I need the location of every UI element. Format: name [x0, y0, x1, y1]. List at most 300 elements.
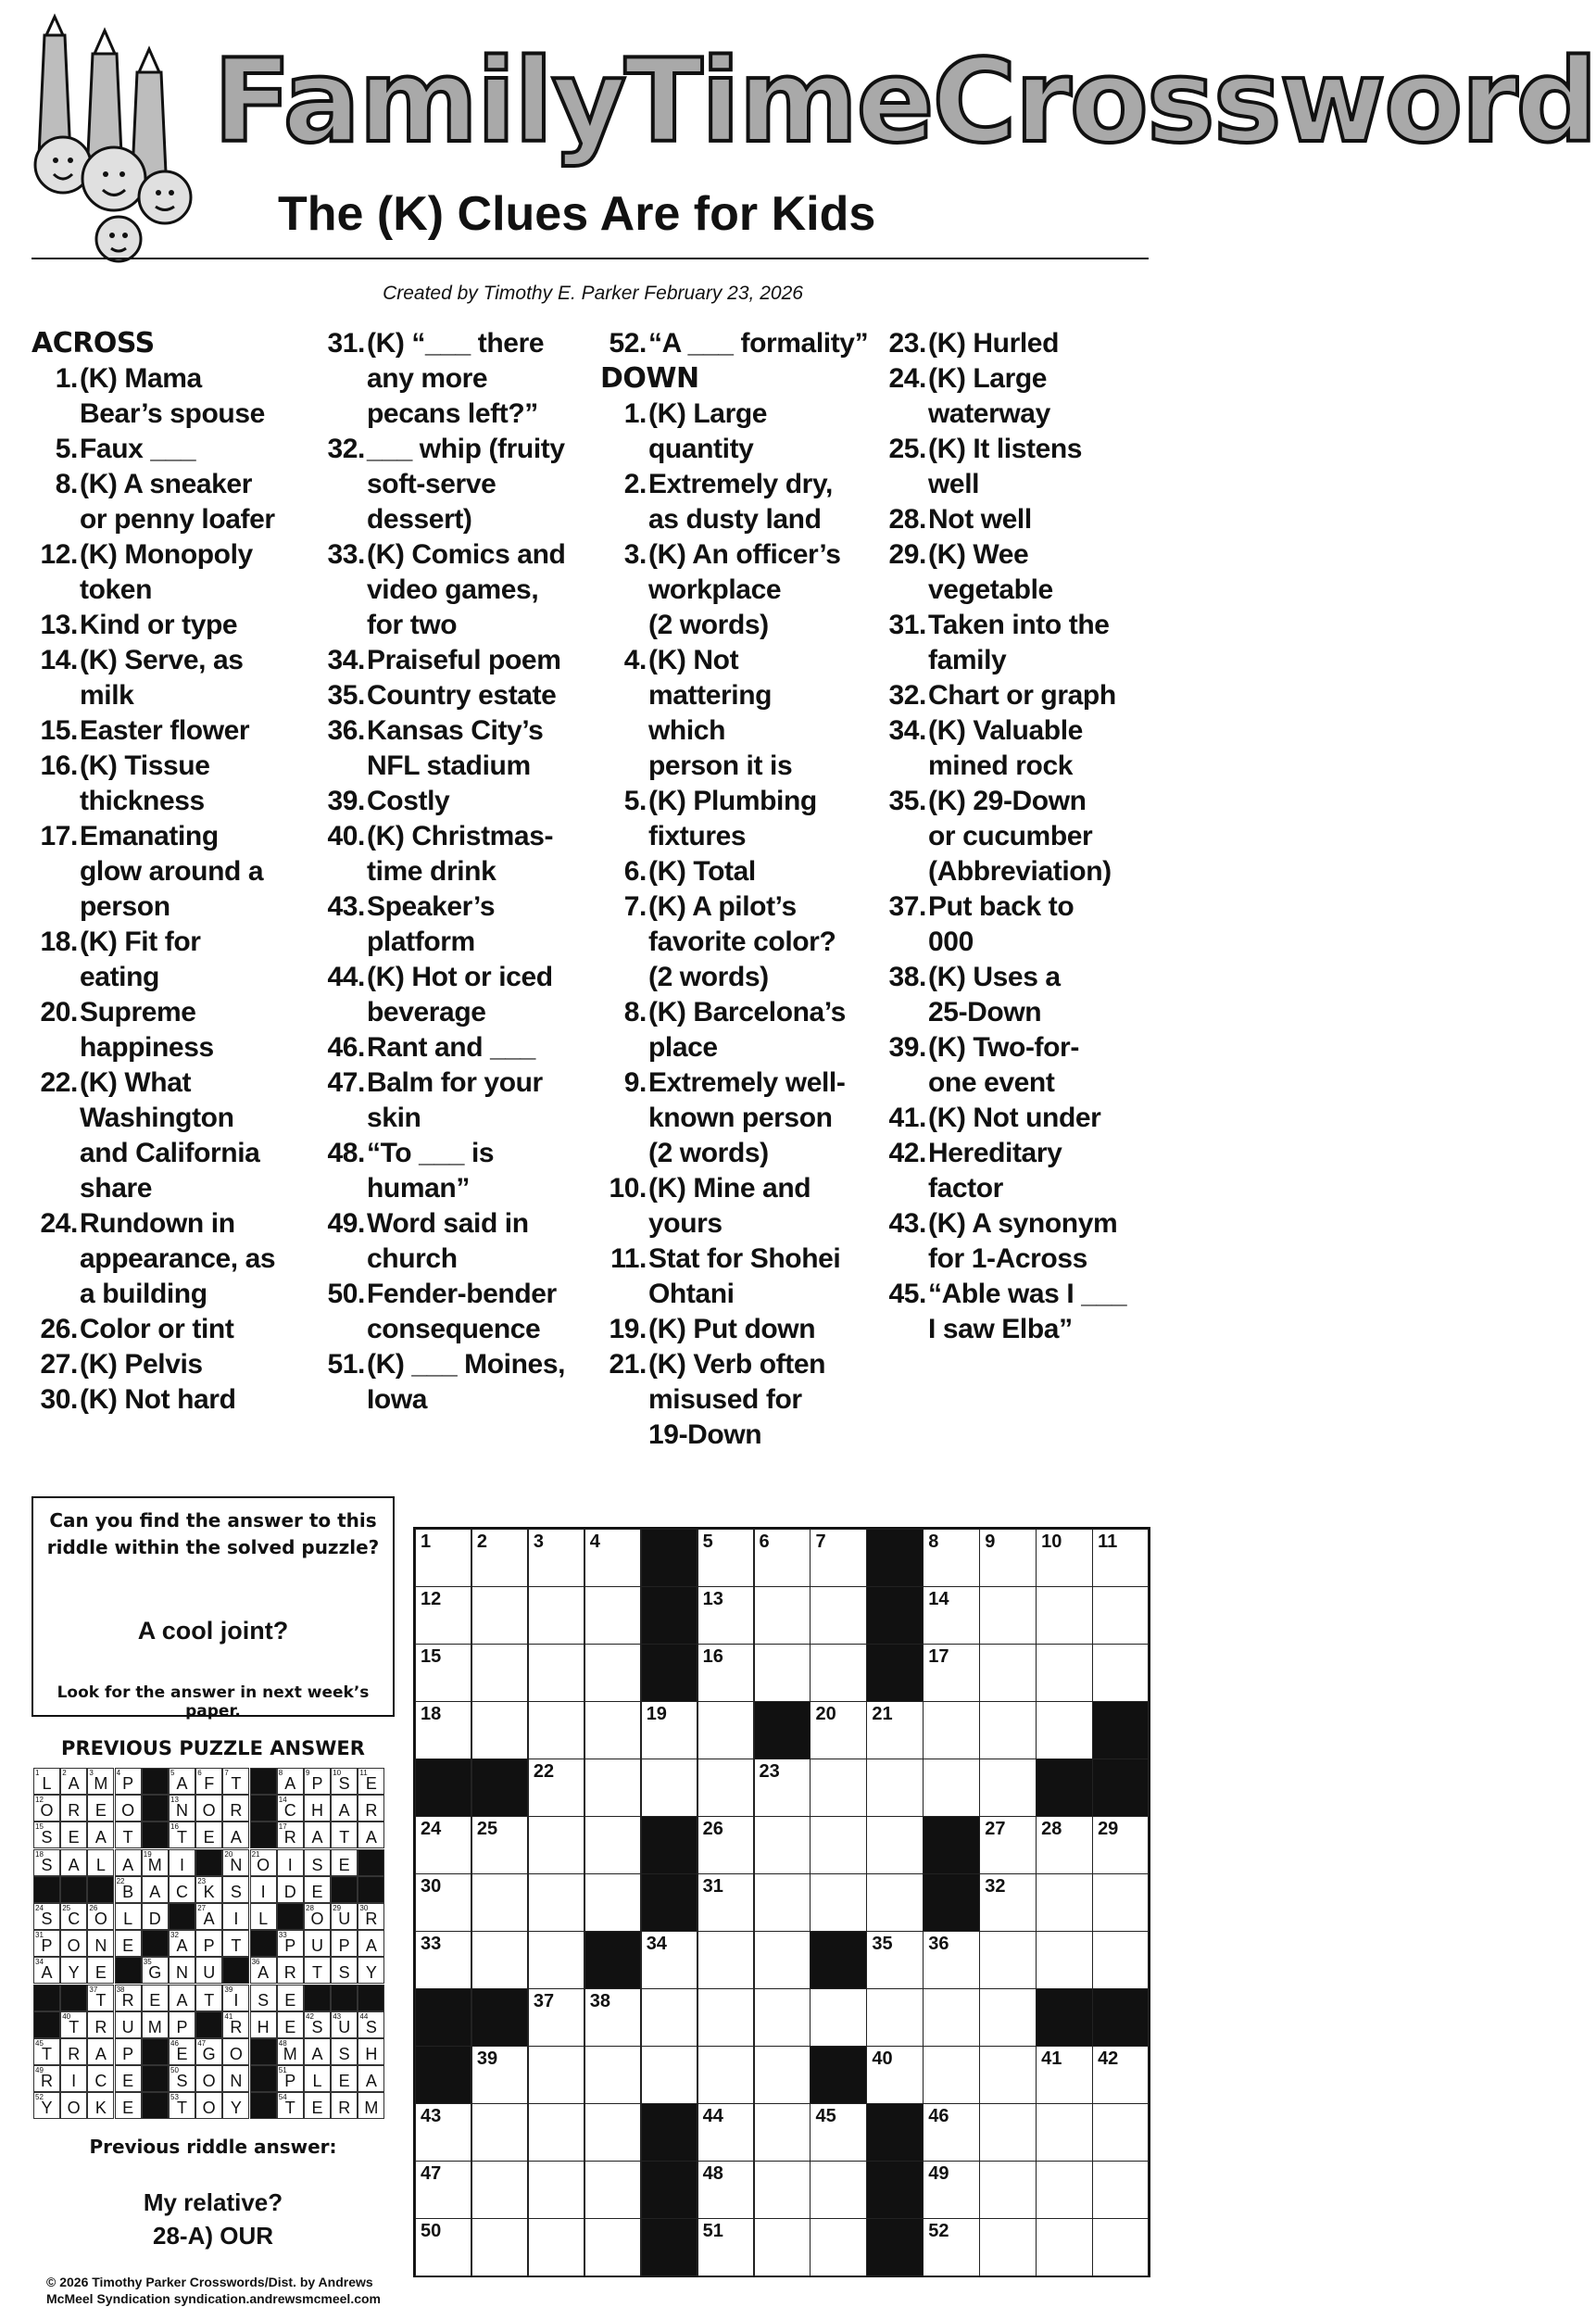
answer-grid-block — [250, 1795, 277, 1822]
grid-cell-number: 9 — [985, 1532, 996, 1552]
grid-cell[interactable] — [528, 1586, 584, 1645]
grid-cell[interactable] — [697, 2161, 754, 2219]
grid-cell[interactable] — [866, 2046, 923, 2104]
clue-text: (K) Put down — [648, 1314, 816, 1344]
grid-cell[interactable] — [584, 1816, 641, 1874]
answer-grid-letter: R — [365, 1910, 378, 1928]
grid-cell[interactable] — [1036, 1816, 1092, 1874]
clue-text: Fender-bender — [367, 1279, 557, 1309]
grid-cell[interactable] — [471, 2161, 528, 2219]
clue-text: Hereditary — [928, 1138, 1062, 1168]
grid-cell[interactable] — [471, 1586, 528, 1645]
clue-number: 43. — [888, 1208, 926, 1239]
grid-cell[interactable] — [810, 1529, 866, 1587]
answer-grid-letter: T — [231, 1774, 242, 1793]
clue-text: Not well — [928, 504, 1032, 535]
grid-cell[interactable] — [1036, 1701, 1092, 1759]
grid-cell[interactable] — [754, 1988, 811, 2047]
grid-cell[interactable] — [415, 1816, 471, 1874]
answer-grid-letter: I — [287, 1855, 293, 1874]
grid-cell[interactable] — [1092, 1873, 1149, 1932]
grid-block — [641, 1873, 697, 1932]
clue-number: 28. — [888, 504, 926, 535]
clue-text: (K) Large — [928, 363, 1048, 394]
grid-block — [641, 1586, 697, 1645]
answer-grid-letter: R — [365, 1801, 378, 1821]
grid-cell[interactable] — [979, 1931, 1036, 1989]
clue-number: 7. — [623, 891, 647, 922]
answer-grid-block — [60, 1876, 87, 1903]
grid-cell[interactable] — [697, 1759, 754, 1817]
clue-column — [319, 326, 597, 1418]
answer-grid-letter: O — [202, 2072, 216, 2091]
grid-cell[interactable] — [810, 2103, 866, 2162]
answer-grid-letter: A — [365, 1828, 377, 1847]
answer-grid-letter: I — [179, 1855, 184, 1874]
grid-cell[interactable] — [528, 1816, 584, 1874]
grid-cell[interactable] — [584, 1586, 641, 1645]
grid-cell[interactable] — [697, 2046, 754, 2104]
grid-cell[interactable] — [584, 2103, 641, 2162]
grid-cell[interactable] — [528, 1701, 584, 1759]
clue-text: quantity — [648, 434, 754, 464]
answer-grid-number: 53 — [170, 2093, 179, 2102]
grid-cell[interactable] — [754, 1529, 811, 1587]
answer-grid-letter: O — [67, 2099, 81, 2118]
clue-number: 21. — [609, 1349, 647, 1380]
grid-cell[interactable] — [1092, 2161, 1149, 2219]
grid-cell[interactable] — [1036, 1644, 1092, 1702]
answer-grid-block — [331, 1985, 358, 2011]
grid-cell[interactable] — [979, 1644, 1036, 1702]
grid-cell[interactable] — [471, 1644, 528, 1702]
answer-grid-number: 1 — [35, 1769, 40, 1777]
grid-cell[interactable] — [866, 1988, 923, 2047]
clue-text: favorite color? — [648, 927, 836, 957]
grid-cell[interactable] — [528, 2046, 584, 2104]
grid-cell[interactable] — [528, 1931, 584, 1989]
grid-block — [415, 2046, 471, 2104]
grid-cell[interactable] — [810, 1644, 866, 1702]
answer-grid-number: 7 — [224, 1769, 229, 1777]
grid-cell[interactable] — [923, 1931, 979, 1989]
grid-cell[interactable] — [923, 1988, 979, 2047]
grid-cell[interactable] — [697, 2103, 754, 2162]
grid-cell[interactable] — [697, 1701, 754, 1759]
answer-grid-cell — [222, 2092, 249, 2119]
answer-grid-number: 19 — [143, 1849, 152, 1859]
clue-item — [31, 643, 309, 713]
clue-text: (K) Not — [648, 645, 739, 675]
clue-text: workplace — [648, 574, 782, 605]
answer-grid-letter: A — [230, 1828, 242, 1847]
clue-text: (K) “___ there — [367, 328, 545, 359]
clue-item — [319, 643, 597, 678]
answer-grid-number: 49 — [35, 2066, 44, 2075]
grid-cell[interactable] — [923, 2046, 979, 2104]
grid-cell[interactable] — [923, 2218, 979, 2276]
grid-cell[interactable] — [754, 1759, 811, 1817]
grid-cell[interactable] — [810, 1988, 866, 2047]
clue-text: Emanating — [80, 821, 219, 851]
answer-grid-letter: P — [284, 2072, 296, 2091]
grid-cell[interactable] — [754, 1931, 811, 1989]
clue-text: Rant and ___ — [367, 1032, 535, 1063]
grid-cell[interactable] — [810, 1586, 866, 1645]
grid-cell[interactable] — [641, 2046, 697, 2104]
grid-cell[interactable] — [979, 1816, 1036, 1874]
answer-grid-cell — [331, 1957, 358, 1984]
grid-cell[interactable] — [810, 1873, 866, 1932]
grid-cell[interactable] — [415, 1644, 471, 1702]
grid-cell[interactable] — [641, 1988, 697, 2047]
grid-cell[interactable] — [754, 2161, 811, 2219]
grid-cell[interactable] — [923, 1586, 979, 1645]
answer-grid-number: 47 — [197, 2039, 207, 2048]
clue-text: well — [928, 469, 980, 499]
clue-text: video games, — [367, 574, 539, 605]
grid-cell-number: 19 — [646, 1704, 667, 1724]
answer-grid-cell — [195, 1903, 222, 1930]
answer-grid-cell — [195, 1930, 222, 1957]
clue-text: (K) Wee — [928, 539, 1029, 570]
grid-cell[interactable] — [584, 1873, 641, 1932]
answer-grid-number: 6 — [197, 1769, 202, 1777]
grid-cell[interactable] — [979, 2103, 1036, 2162]
answer-grid-letter: S — [311, 1855, 323, 1874]
answer-grid-cell — [87, 1822, 114, 1848]
grid-cell[interactable] — [415, 1931, 471, 1989]
grid-cell[interactable] — [697, 1873, 754, 1932]
grid-cell[interactable] — [528, 1873, 584, 1932]
answer-grid-cell — [304, 1822, 331, 1848]
clue-text: (K) Barcelona’s — [648, 997, 846, 1027]
clue-number: 17. — [40, 821, 78, 851]
answer-grid-letter: P — [122, 2045, 134, 2063]
answer-grid-block — [250, 1768, 277, 1795]
answer-grid-letter: S — [176, 2072, 188, 2091]
grid-block — [923, 1873, 979, 1932]
clue-text: appearance, as — [80, 1243, 276, 1274]
answer-grid-letter: M — [147, 2017, 162, 2036]
grid-cell[interactable] — [697, 2218, 754, 2276]
riddle-question-line: Can you find the answer to this — [49, 1509, 377, 1532]
clue-text: (K) Large — [648, 398, 768, 429]
grid-cell[interactable] — [415, 1701, 471, 1759]
answer-grid-letter: S — [338, 1774, 350, 1793]
grid-cell[interactable] — [697, 1586, 754, 1645]
grid-cell[interactable] — [471, 2103, 528, 2162]
answer-grid-cell — [60, 2065, 87, 2092]
grid-cell[interactable] — [754, 1644, 811, 1702]
answer-grid-cell — [33, 1822, 60, 1848]
clue-item — [31, 749, 309, 819]
grid-cell-number: 13 — [702, 1589, 723, 1609]
grid-cell[interactable] — [415, 1586, 471, 1645]
answer-grid-letter: S — [365, 2017, 377, 2036]
grid-cell[interactable] — [866, 1816, 923, 1874]
grid-cell[interactable] — [1092, 2046, 1149, 2104]
grid-cell[interactable] — [584, 1759, 641, 1817]
grid-cell[interactable] — [923, 1644, 979, 1702]
grid-cell[interactable] — [754, 2103, 811, 2162]
clue-item — [31, 1312, 309, 1347]
crossword-grid[interactable] — [413, 1527, 1150, 2277]
grid-cell[interactable] — [641, 1931, 697, 1989]
clue-text: a building — [80, 1279, 207, 1309]
clue-text: (K) A sneaker — [80, 469, 252, 499]
grid-cell[interactable] — [584, 2218, 641, 2276]
riddle-text: A cool joint? — [137, 1617, 289, 1645]
grid-cell[interactable] — [866, 1873, 923, 1932]
grid-cell[interactable] — [979, 1873, 1036, 1932]
grid-cell[interactable] — [1092, 2218, 1149, 2276]
answer-grid-letter: I — [233, 1910, 239, 1928]
clue-text: (K) Plumbing — [648, 786, 817, 816]
grid-cell[interactable] — [923, 1529, 979, 1587]
puzzle-subtitle: The (K) Clues Are for Kids — [278, 187, 876, 241]
answer-grid-letter: E — [149, 1990, 161, 2010]
answer-grid-letter: R — [230, 1801, 243, 1821]
answer-grid-cell — [60, 2038, 87, 2065]
grid-cell[interactable] — [810, 1816, 866, 1874]
grid-cell[interactable] — [697, 1644, 754, 1702]
grid-block — [641, 1816, 697, 1874]
grid-cell[interactable] — [584, 1529, 641, 1587]
grid-cell[interactable] — [697, 1529, 754, 1587]
grid-cell[interactable] — [979, 2046, 1036, 2104]
answer-grid-cell — [304, 2065, 331, 2092]
grid-cell[interactable] — [1092, 1931, 1149, 1989]
clue-number: 40. — [327, 821, 365, 851]
grid-cell[interactable] — [471, 1931, 528, 1989]
answer-grid-letter: T — [204, 1990, 215, 2010]
grid-cell[interactable] — [1036, 1931, 1092, 1989]
grid-cell[interactable] — [1092, 1644, 1149, 1702]
answer-grid-letter: G — [148, 1963, 162, 1983]
clue-text: family — [928, 645, 1007, 675]
clue-item — [880, 326, 1158, 361]
clue-text: “To ___ is — [367, 1138, 495, 1168]
grid-cell[interactable] — [471, 2046, 528, 2104]
clue-number: 19. — [609, 1314, 647, 1344]
grid-cell[interactable] — [810, 1759, 866, 1817]
grid-cell[interactable] — [979, 2218, 1036, 2276]
grid-block — [866, 1644, 923, 1702]
grid-cell[interactable] — [584, 2161, 641, 2219]
answer-grid-block — [358, 1876, 384, 1903]
grid-cell[interactable] — [528, 1644, 584, 1702]
grid-cell[interactable] — [471, 1873, 528, 1932]
answer-grid-number: 34 — [35, 1958, 44, 1967]
grid-cell[interactable] — [923, 2103, 979, 2162]
grid-cell[interactable] — [1036, 2161, 1092, 2219]
answer-grid-number: 54 — [278, 2093, 287, 2102]
grid-cell[interactable] — [697, 1816, 754, 1874]
answer-grid-letter: O — [94, 1910, 107, 1928]
clue-text: Extremely well- — [648, 1067, 846, 1098]
answer-grid-letter: T — [95, 1990, 107, 2010]
grid-cell[interactable] — [979, 1988, 1036, 2047]
grid-cell[interactable] — [584, 1644, 641, 1702]
grid-cell[interactable] — [754, 2218, 811, 2276]
answer-grid-cell — [169, 1876, 195, 1903]
clue-text: (K) It listens — [928, 434, 1083, 464]
grid-cell[interactable] — [1036, 1873, 1092, 1932]
clue-item — [319, 1277, 597, 1347]
grid-cell[interactable] — [528, 2218, 584, 2276]
grid-cell[interactable] — [415, 2161, 471, 2219]
answer-grid-letter: A — [338, 1801, 350, 1821]
answer-grid-number: 28 — [306, 1904, 314, 1912]
grid-cell[interactable] — [866, 1759, 923, 1817]
clue-item — [31, 361, 309, 432]
answer-grid-cell — [277, 2011, 304, 2038]
grid-cell[interactable] — [584, 1701, 641, 1759]
clue-text: Bear’s spouse — [80, 398, 265, 429]
answer-grid-number: 51 — [278, 2066, 287, 2075]
grid-cell[interactable] — [584, 2046, 641, 2104]
answer-grid-cell — [87, 1957, 114, 1984]
answer-grid-letter: T — [42, 2045, 52, 2063]
grid-cell-number: 14 — [928, 1589, 949, 1609]
answer-grid-cell — [277, 1876, 304, 1903]
grid-cell[interactable] — [754, 1816, 811, 1874]
clue-item — [31, 432, 309, 467]
grid-cell[interactable] — [754, 1873, 811, 1932]
answer-grid-number: 46 — [170, 2039, 179, 2048]
grid-cell[interactable] — [979, 1701, 1036, 1759]
grid-cell[interactable] — [1036, 1529, 1092, 1587]
grid-cell[interactable] — [415, 1529, 471, 1587]
answer-grid-letter: A — [122, 1855, 134, 1874]
grid-cell[interactable] — [923, 1759, 979, 1817]
grid-cell[interactable] — [641, 1759, 697, 1817]
answer-grid-cell — [195, 1985, 222, 2011]
clue-text: person it is — [648, 750, 793, 781]
clue-number: 9. — [623, 1067, 647, 1098]
grid-cell[interactable] — [923, 2161, 979, 2219]
clue-item — [880, 889, 1158, 960]
answer-grid-letter: A — [176, 1936, 188, 1956]
grid-cell[interactable] — [697, 1988, 754, 2047]
header — [0, 0, 1596, 269]
answer-grid-cell — [115, 1985, 142, 2011]
grid-cell[interactable] — [1036, 2218, 1092, 2276]
clue-number: 46. — [327, 1032, 365, 1063]
grid-cell[interactable] — [923, 1701, 979, 1759]
grid-cell-number: 17 — [928, 1646, 949, 1667]
answer-grid-cell — [250, 1985, 277, 2011]
clue-text: Washington — [80, 1103, 234, 1133]
grid-cell[interactable] — [810, 1701, 866, 1759]
clue-text: Faux ___ — [80, 434, 196, 464]
clue-number: 34. — [888, 715, 926, 746]
answer-grid-cell — [250, 1849, 277, 1876]
clue-text: (K) Valuable — [928, 715, 1083, 746]
answer-grid-cell — [277, 1768, 304, 1795]
previous-riddle-answer: 28-A) OUR — [152, 2222, 273, 2250]
answer-grid-letter: A — [176, 1774, 188, 1793]
clue-text: known person — [648, 1103, 833, 1133]
grid-cell[interactable] — [1092, 1586, 1149, 1645]
answer-grid-letter: T — [177, 1828, 187, 1847]
grid-cell[interactable] — [979, 2161, 1036, 2219]
grid-cell[interactable] — [641, 1701, 697, 1759]
grid-cell[interactable] — [866, 1931, 923, 1989]
grid-cell[interactable] — [415, 2218, 471, 2276]
grid-cell[interactable] — [979, 1759, 1036, 1817]
clue-text: happiness — [80, 1032, 214, 1063]
clue-text: 000 — [928, 927, 974, 957]
grid-cell[interactable] — [528, 1529, 584, 1587]
grid-cell[interactable] — [1036, 2046, 1092, 2104]
answer-grid-letter: Y — [230, 2099, 242, 2118]
answer-grid-number: 50 — [170, 2066, 179, 2075]
answer-grid-letter: R — [121, 1990, 134, 2010]
answer-grid-number: 10 — [333, 1769, 342, 1777]
grid-cell-number: 23 — [759, 1761, 780, 1782]
grid-cell[interactable] — [528, 2161, 584, 2219]
grid-cell[interactable] — [584, 1988, 641, 2047]
grid-cell[interactable] — [471, 1816, 528, 1874]
grid-cell[interactable] — [754, 2046, 811, 2104]
grid-cell[interactable] — [979, 1586, 1036, 1645]
answer-grid-letter: L — [123, 1910, 133, 1928]
grid-cell[interactable] — [471, 2218, 528, 2276]
answer-grid-cell — [169, 1849, 195, 1876]
grid-cell[interactable] — [528, 1988, 584, 2047]
grid-cell[interactable] — [1092, 1529, 1149, 1587]
grid-cell-number: 47 — [421, 2163, 442, 2184]
riddle-footer: Look for the answer in next week’s paper. — [57, 1683, 370, 1721]
grid-cell[interactable] — [1092, 2103, 1149, 2162]
clue-text: “A ___ formality” — [648, 328, 869, 359]
grid-cell[interactable] — [528, 2103, 584, 2162]
grid-cell[interactable] — [528, 1759, 584, 1817]
answer-grid-letter: C — [68, 1910, 81, 1928]
grid-cell[interactable] — [415, 2103, 471, 2162]
answer-grid-cell — [331, 2065, 358, 2092]
grid-cell[interactable] — [754, 1586, 811, 1645]
grid-cell[interactable] — [1036, 1586, 1092, 1645]
answer-grid-letter: I — [233, 1990, 239, 2010]
answer-grid-cell — [115, 2011, 142, 2038]
answer-grid-number: 30 — [359, 1904, 369, 1912]
grid-cell[interactable] — [810, 2161, 866, 2219]
grid-cell[interactable] — [810, 2218, 866, 2276]
answer-grid-block — [33, 1985, 60, 2011]
grid-cell[interactable] — [471, 1701, 528, 1759]
grid-cell[interactable] — [415, 1873, 471, 1932]
clue-number: 49. — [327, 1208, 365, 1239]
grid-cell[interactable] — [1036, 2103, 1092, 2162]
grid-block — [641, 2218, 697, 2276]
grid-cell[interactable] — [866, 1701, 923, 1759]
grid-cell-number: 29 — [1098, 1819, 1119, 1839]
grid-cell[interactable] — [979, 1529, 1036, 1587]
answer-grid-letter: T — [122, 1828, 133, 1847]
grid-cell-number: 2 — [476, 1532, 488, 1552]
grid-cell[interactable] — [697, 1931, 754, 1989]
grid-block — [866, 2161, 923, 2219]
grid-cell[interactable] — [1092, 1816, 1149, 1874]
grid-cell[interactable] — [471, 1529, 528, 1587]
answer-grid-block — [142, 1930, 169, 1957]
answer-grid-letter: A — [68, 1774, 80, 1793]
clue-item — [600, 1312, 878, 1347]
grid-block — [471, 1988, 528, 2047]
